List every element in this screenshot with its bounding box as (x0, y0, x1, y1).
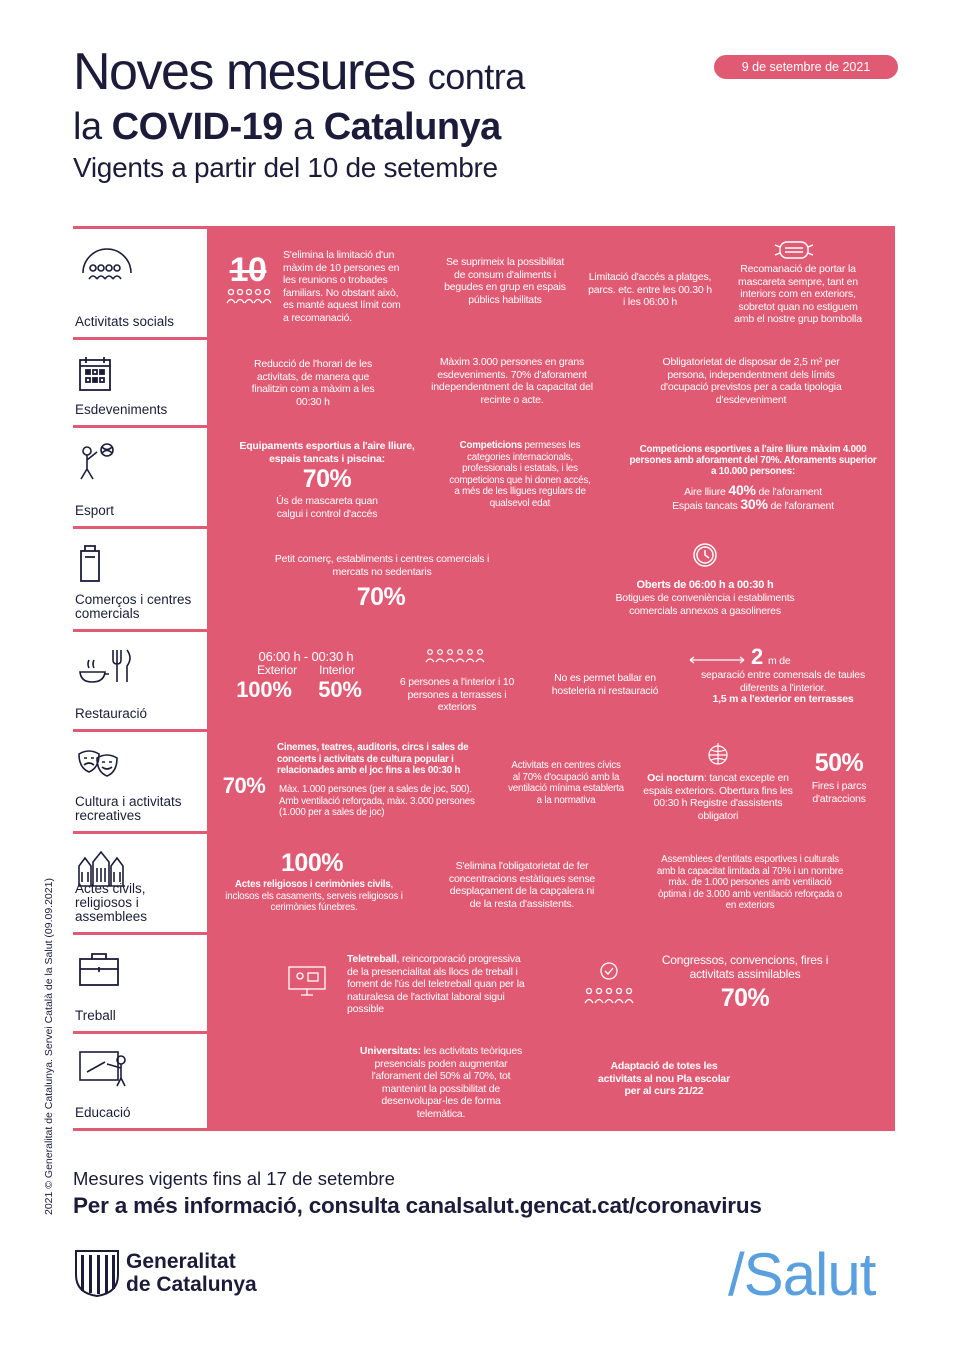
row-restauracio (73, 632, 895, 732)
hours: 06:00 h - 00:30 h (258, 649, 354, 664)
row-label-text: Activitats socials (75, 314, 175, 329)
row-label-text: Esdeveniments (75, 402, 168, 417)
row-label-text: Cultura i activitats recreatives (75, 794, 182, 823)
row-content (207, 834, 895, 932)
interior-label: Interior (319, 663, 355, 677)
title-part: COVID-19 (111, 106, 283, 148)
measure-text: Màxim 3.000 persones en grans esdeveniments. 70% d'aforament independentment de la capacitat del recinte o acte. (431, 356, 593, 406)
computer-icon (287, 965, 327, 997)
row-content (207, 229, 895, 337)
big-percent: 50% (814, 749, 864, 777)
measure-text: Limitació d'accés a platges, parcs. etc. entre les 00.30 h i les 06:00 h (588, 271, 712, 308)
row-label (73, 529, 206, 629)
measure-text: separació entre comensals de taules diferents a l'interior. (700, 669, 865, 694)
measure-text: Espais tancats (672, 500, 741, 512)
logo-text (126, 1250, 257, 1296)
row-content (207, 340, 895, 425)
distance-value: 2 (750, 644, 764, 669)
measure-text: : tancat excepte en espais exteriors. Obertura fins les 00:30 h Registre d'assistents obligatori (643, 772, 793, 822)
restaurant-icon (77, 646, 137, 686)
row-comercos (73, 529, 895, 632)
title-part: Catalunya (323, 106, 501, 148)
measure-title: Universitats: (359, 1045, 421, 1057)
valid-until: Mesures vigents fins al 17 de setembre (73, 1168, 395, 1189)
row-label-text: Educació (75, 1105, 131, 1120)
big-percent: 70% (356, 583, 406, 611)
row-treball (73, 935, 895, 1034)
measure-text: Congressos, convencions, fires i activitats assimilables (661, 953, 829, 981)
calendar-icon (77, 354, 137, 394)
theater-masks-icon (77, 746, 137, 786)
measure-text: Botigues de conveniència i establiments comercials annexos a gasolineres (615, 592, 795, 617)
measure-text: Obligatorietat de disposar de 2,5 m² per persona, independentment dels límits d'ocupació previstos per a cada tipologia d'esdeveniment (660, 356, 842, 406)
row-label-text: Esport (75, 503, 115, 518)
measure-text: de l'aforament (755, 486, 822, 498)
row-label-text: Treball (75, 1008, 116, 1023)
row-cultura (73, 732, 895, 834)
measure-text: , reincorporació progressiva de la presencialitat als llocs de treball i foment de l'ús del teletreball quan per la naturalesa de l'activitat laboral sigui possible (347, 953, 525, 1015)
measure-text: 6 persones a l'interior i 10 persones a terrasses i exteriors (399, 676, 515, 713)
copyright-vertical: 2021 © Generalitat de Catalunya. Servei Català de la Salut (09.09.2021) (43, 878, 55, 1215)
measure-text: , inclosos els casaments, serveis religiosos i cerimònies fúnebres. (225, 879, 403, 913)
row-actes (73, 834, 895, 935)
group-icon (425, 648, 487, 666)
exterior-percent: 100% (236, 677, 292, 702)
big-percent: 70% (222, 773, 266, 798)
sport-icon (77, 442, 137, 482)
title-part: Noves mesures (73, 43, 415, 101)
measure-text: Assemblees d'entitats esportives i culturals amb la capacitat limitada al 70% i un nombre màx. de 1.000 persones amb ventilació òptima i de 3.000 amb ventilació reforçada o en exteriors (656, 854, 844, 911)
row-educacio (73, 1034, 895, 1131)
logo-line: Generalitat (126, 1250, 236, 1273)
row-label (73, 428, 206, 526)
percent: 30% (740, 496, 768, 512)
measure-text: Reducció de l'horari de les activitats, de manera que finalitzin com a màxim a les 00:30 h (251, 358, 375, 408)
page-title (73, 43, 713, 186)
measure-title: 1,5 m a l'exterior en terrasses (712, 693, 854, 705)
row-content (207, 632, 895, 729)
measure-text: Aire lliure (684, 486, 729, 498)
interior-percent: 50% (318, 677, 362, 702)
big-percent: 70% (720, 984, 770, 1012)
clock-icon (691, 541, 719, 569)
mask-icon (773, 239, 815, 261)
row-label (73, 632, 206, 729)
row-content (207, 1034, 895, 1128)
row-content (207, 732, 895, 831)
measure-text: les activitats teòriques presencials poden augmentar l'aforament del 50% al 70%, tot mantenint la possibilitat de desenvolupar-les de forma telemàtica. (371, 1045, 523, 1120)
logo-line: de Catalunya (126, 1273, 257, 1296)
generalitat-logo (74, 1249, 284, 1297)
row-content (207, 428, 895, 526)
measure-title: Equipaments esportius a l'aire lliure, espais tancats i piscina: (239, 440, 415, 465)
row-content (207, 935, 895, 1031)
generalitat-emblem-icon (74, 1249, 120, 1297)
shopping-bag-icon (77, 543, 137, 583)
measure-text: S'elimina l'obligatorietat de fer concentracions estàtiques sense desplaçament de la capçalera ni de la resta d'assistents. (448, 860, 596, 910)
measure-title: Actes religiosos i cerimònies civils (234, 879, 391, 890)
measures-table (73, 226, 895, 1131)
salut-logo: /Salut (728, 1241, 876, 1308)
measure-title: Competicions (459, 440, 522, 451)
subtitle: Vigents a partir del 10 de setembre (73, 152, 498, 183)
measure-text: permeses les categories internacionals, professionals i estatals, i les competicions que hi donen accés, a més de les lligues regulars de qualsevol edat (449, 440, 591, 509)
more-info-link[interactable]: Per a més informació, consulta canalsalut.gencat.cat/coronavirus (73, 1193, 762, 1218)
measure-text: No es permet ballar en hosteleria ni restauració (551, 672, 659, 697)
row-label (73, 732, 206, 831)
row-content (207, 529, 895, 629)
row-label (73, 935, 206, 1031)
percent: 40% (728, 482, 756, 498)
distance-unit: m de (768, 655, 791, 667)
date-badge: 9 de setembre de 2021 (714, 55, 898, 79)
title-part: la (73, 106, 102, 148)
group-icon (225, 287, 273, 305)
briefcase-icon (77, 949, 137, 989)
row-label (73, 1034, 206, 1128)
measure-text: Ús de mascareta quan calgui i control d'accés (276, 495, 378, 520)
measure-title: Oberts de 06:00 h a 00:30 h (636, 579, 774, 591)
row-label-text: Actes civils, religiosos i assemblees (75, 881, 148, 924)
title-part: a (292, 106, 314, 148)
row-label (73, 834, 206, 932)
row-label-text: Restauració (75, 706, 148, 721)
measure-text: Fires i parcs d'atraccions (811, 780, 867, 805)
measure-title: Adaptació de totes les activitats al nou Pla escolar per al curs 21/22 (598, 1060, 730, 1097)
measure-text: Recomanació de portar la mascareta sempre, tant en interiors com en exteriors, sobretot quan no estiguem amb el nostre grup bombolla (734, 263, 862, 325)
row-label (73, 340, 206, 425)
measure-title: Cinemes, teatres, auditoris, circs i sales de concerts i activitats de cultura popular i relacionades amb el joc fins a les 00:30 h (277, 742, 469, 776)
big-percent: 100% (281, 849, 343, 877)
teacher-icon (77, 1048, 137, 1088)
row-esport (73, 428, 895, 529)
measure-title: Competicions esportives a l'aire lliure màxim 4.000 persones amb aforament del 70%. Aforaments superior a 10.000 persones: (629, 444, 877, 477)
group-icon (77, 243, 137, 283)
exterior-label: Exterior (257, 663, 297, 677)
row-label (73, 229, 206, 337)
measure-text: Màx. 1.000 persones (per a sales de joc, 500). Amb ventilació reforçada, màx. 3.000 persones (1.000 per a sales de joc) (279, 784, 475, 818)
big-number: 10 (229, 251, 267, 289)
big-percent: 70% (302, 465, 352, 493)
disco-ball-icon (706, 742, 730, 766)
distance-arrow-icon (689, 656, 745, 664)
measure-text: de l'aforament (767, 500, 834, 512)
measure-title: Teletreball (347, 953, 397, 965)
measure-text: S'elimina la limitació d'un màxim de 10 persones en les reunions o trobades familiars. No obstant això, es manté aquest límit com a recomanació. (283, 249, 401, 324)
measure-title: Oci nocturn (647, 772, 704, 784)
row-esdeveniments (73, 340, 895, 428)
measure-text: Activitats en centres cívics al 70% d'ocupació amb la ventilació mínima establerta a la normativa (508, 760, 624, 806)
row-activitats-socials (73, 229, 895, 340)
check-group-icon (583, 961, 635, 1007)
row-label-text: Comerços i centres comercials (75, 592, 192, 621)
measure-text: Petit comerç, establiments i centres comercials i mercats no sedentaris (274, 553, 490, 578)
measure-text: Se suprimeix la possibilitat de consum d'aliments i begudes en grup en espais públics habilitats (444, 256, 566, 306)
title-part: contra (427, 56, 525, 97)
